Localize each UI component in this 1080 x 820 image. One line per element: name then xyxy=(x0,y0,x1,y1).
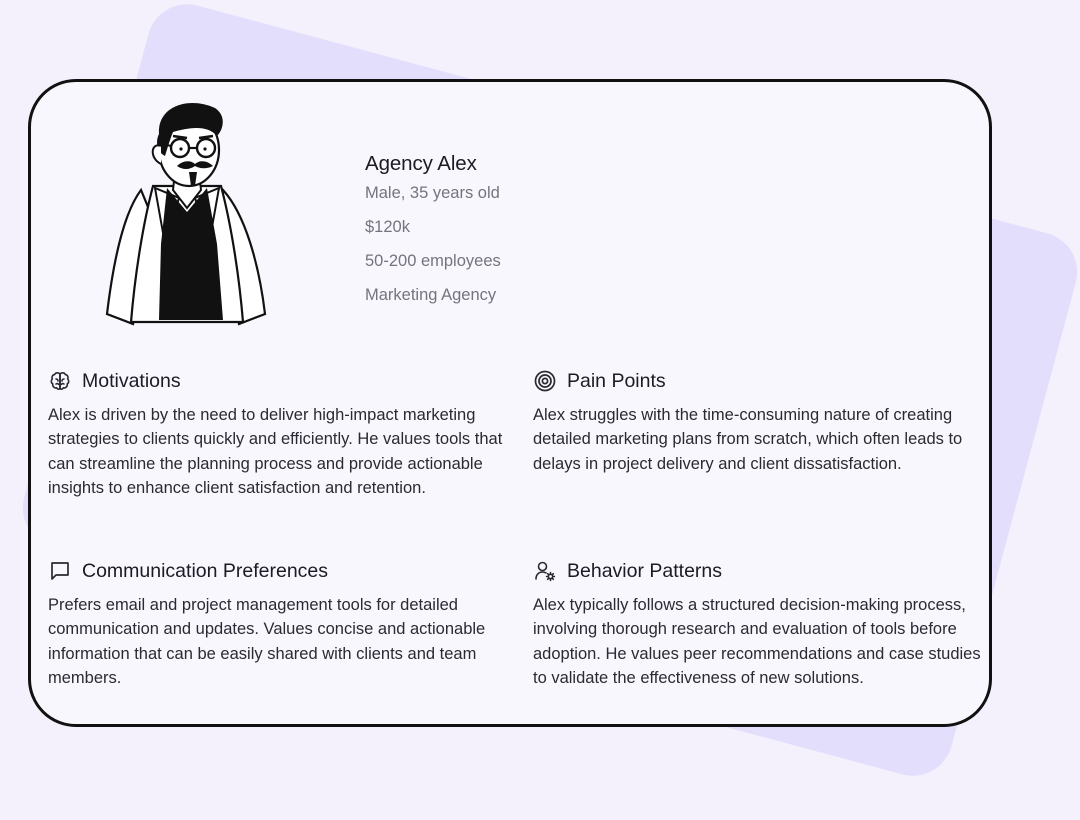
motivations-header xyxy=(48,367,518,395)
pain-points-text: Alex struggles with the time-consuming nature of creating detailed marketing plans from scratch, which often leads to delays in project delivery and client dissatisfaction. xyxy=(533,406,963,473)
behavior-title: Behavior Patterns xyxy=(567,560,723,582)
chat-bubble-icon xyxy=(48,559,72,583)
persona-income: $120k xyxy=(365,218,410,236)
pain-points-header xyxy=(533,367,991,395)
persona-profile xyxy=(365,150,501,306)
communication-text: Prefers email and project management tools for detailed communication and updates. Values concise and actionable information that can be easily shared with clients and team members. xyxy=(48,596,486,688)
brain-icon xyxy=(48,369,72,393)
persona-card xyxy=(28,79,992,727)
persona-name: Agency Alex xyxy=(365,152,477,175)
motivations-title: Motivations xyxy=(82,370,181,392)
motivations-section xyxy=(48,367,518,501)
communication-section xyxy=(48,557,518,691)
behavior-section xyxy=(533,557,991,691)
pain-points-title: Pain Points xyxy=(567,370,666,392)
persona-gender-age: Male, 35 years old xyxy=(365,184,500,202)
communication-header xyxy=(48,557,518,585)
persona-company-size: 50-200 employees xyxy=(365,252,501,270)
persona-avatar-illustration xyxy=(103,94,271,326)
target-icon xyxy=(533,369,557,393)
communication-title: Communication Preferences xyxy=(82,560,329,582)
pain-points-section xyxy=(533,367,991,476)
behavior-header xyxy=(533,557,991,585)
behavior-text: Alex typically follows a structured decision-making process, involving thorough research and evaluation of tools before adoption. He values peer recommendations and case studies to validate the effectiveness of new solutions. xyxy=(533,596,981,688)
motivations-text: Alex is driven by the need to deliver high-impact marketing strategies to clients quickly and efficiently. He values tools that can streamline the planning process and provide actionable insights to enhance client satisfaction and retention. xyxy=(48,406,503,498)
user-gear-icon xyxy=(533,559,557,583)
persona-industry: Marketing Agency xyxy=(365,286,497,304)
